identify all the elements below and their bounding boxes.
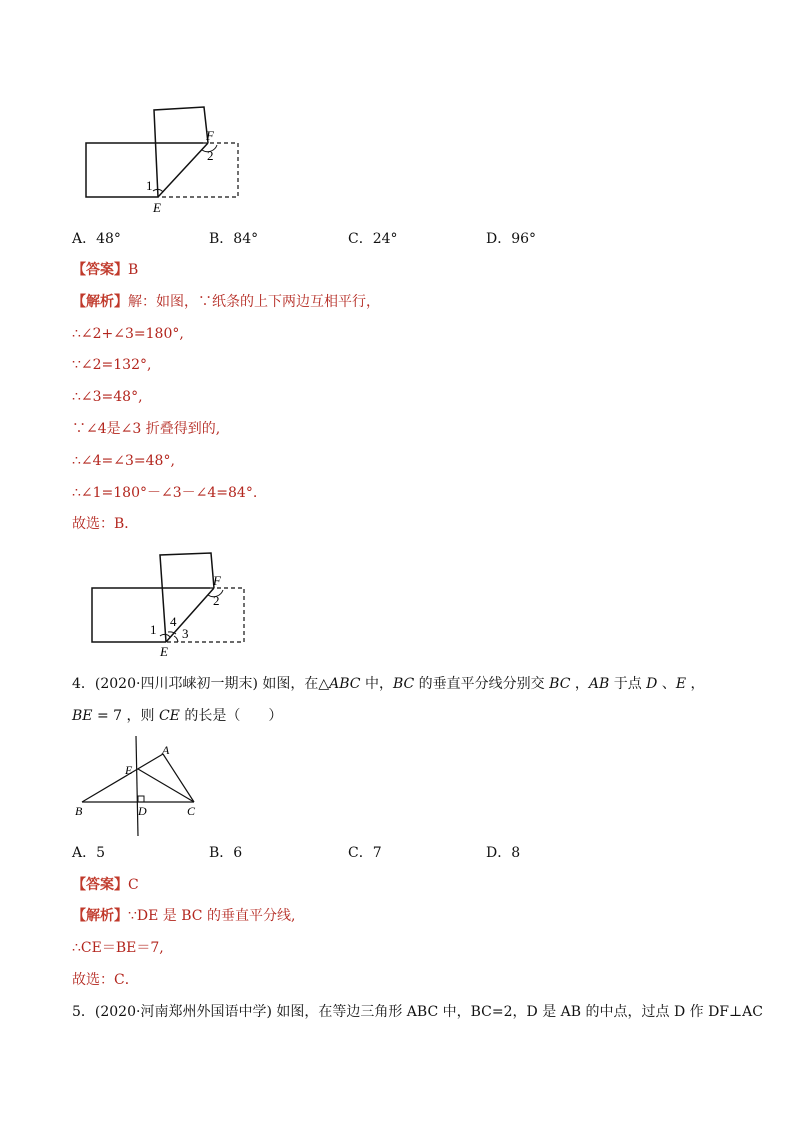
q4-option-a: A．5 bbox=[72, 845, 106, 861]
fig2-label-F: F bbox=[213, 573, 221, 588]
q4-stem-text: 4．(2020·四川邛崃初一期末) 如图，在 bbox=[72, 676, 319, 692]
fig3-label-A: A bbox=[162, 743, 170, 757]
q4-var: D bbox=[646, 676, 658, 692]
fig2-label-E: E bbox=[160, 644, 168, 659]
analysis-text: ∵DE 是 BC 的垂直平分线, bbox=[128, 908, 296, 924]
q3-analysis-line-2: ∴∠2+∠3=180°, bbox=[72, 326, 184, 342]
q3-option-c: C．24° bbox=[348, 231, 398, 247]
q4-stem-text: = 7 ，则 bbox=[92, 708, 159, 724]
answer-tag: 【答案】 bbox=[72, 877, 128, 893]
q4-var: CE bbox=[158, 708, 180, 724]
q4-stem-text: 的长是（ ） bbox=[179, 708, 283, 724]
q3-answer bbox=[72, 260, 138, 280]
q4-option-c: C．7 bbox=[348, 845, 382, 861]
folded-strip-figure-1 bbox=[80, 100, 280, 215]
q4-analysis-line-1 bbox=[72, 906, 295, 926]
fig3-label-B: B bbox=[75, 804, 83, 818]
fig2-label-3: 3 bbox=[182, 626, 189, 641]
q4-analysis-line-2: ∴CE＝BE＝7, bbox=[72, 940, 164, 956]
fig2-label-4: 4 bbox=[170, 614, 177, 629]
fig1-label-E: E bbox=[153, 200, 161, 215]
q4-stem-text: 的垂直平分线分别交 bbox=[414, 676, 550, 692]
fig1-label-F: F bbox=[206, 128, 214, 143]
answer-tag: 【答案】 bbox=[72, 262, 128, 278]
fig3-label-E: E bbox=[125, 763, 133, 777]
q4-var: BC bbox=[549, 676, 571, 692]
q4-stem-text: ， bbox=[686, 676, 705, 692]
q3-option-d: D．96° bbox=[486, 231, 537, 247]
q3-analysis-line-4: ∴∠3=48°, bbox=[72, 389, 143, 405]
q4-stem-text: 于点 bbox=[609, 676, 647, 692]
folded-strip-figure-2 bbox=[86, 548, 286, 663]
q4-var: E bbox=[675, 676, 687, 692]
q3-option-b: B．84° bbox=[209, 231, 259, 247]
triangle-figure bbox=[70, 734, 210, 838]
q4-answer bbox=[72, 875, 139, 895]
fig3-label-C: C bbox=[187, 804, 196, 818]
q3-analysis-line-7: ∴∠1=180°－∠3－∠4=84°. bbox=[72, 485, 258, 501]
q4-stem-text: 、 bbox=[657, 676, 676, 692]
q3-conclusion: 故选：B． bbox=[72, 516, 139, 532]
fig1-label-1: 1 bbox=[146, 178, 153, 193]
fig2-label-1: 1 bbox=[150, 622, 157, 637]
analysis-text: 解：如图，∵纸条的上下两边互相平行， bbox=[128, 294, 380, 310]
q4-triangle: △ABC bbox=[318, 676, 361, 692]
q4-option-d: D．8 bbox=[486, 845, 521, 861]
answer-value: B bbox=[128, 262, 139, 278]
q4-conclusion: 故选：C． bbox=[72, 972, 139, 988]
q4-var: BE bbox=[72, 708, 93, 724]
q4-stem-line-2 bbox=[72, 706, 282, 726]
fig3-label-D: D bbox=[138, 804, 147, 818]
q4-var: AB bbox=[588, 676, 610, 692]
fig1-label-2: 2 bbox=[207, 148, 214, 163]
analysis-tag: 【解析】 bbox=[72, 908, 128, 924]
q3-analysis-line-3: ∵∠2=132°, bbox=[72, 357, 152, 373]
q3-analysis-line-5: ∵∠4是∠3 折叠得到的, bbox=[72, 421, 221, 437]
fig2-label-2: 2 bbox=[213, 593, 220, 608]
analysis-tag: 【解析】 bbox=[72, 294, 128, 310]
q4-var: BC bbox=[392, 676, 415, 692]
q3-option-a: A．48° bbox=[72, 231, 121, 247]
q3-analysis-line-1 bbox=[72, 292, 380, 312]
q4-stem-text: ， bbox=[570, 676, 589, 692]
q4-stem-text: 中， bbox=[360, 676, 393, 692]
q5-stem: 5．(2020·河南郑州外国语中学) 如图，在等边三角形 ABC 中，BC=2，D 是 AB 的中点，过点 D 作 DF⊥AC bbox=[72, 1004, 764, 1020]
answer-value: C bbox=[128, 877, 139, 893]
q4-stem-line-1 bbox=[72, 674, 705, 694]
q3-analysis-line-6: ∴∠4=∠3=48°, bbox=[72, 453, 175, 469]
q4-option-b: B．6 bbox=[209, 845, 243, 861]
